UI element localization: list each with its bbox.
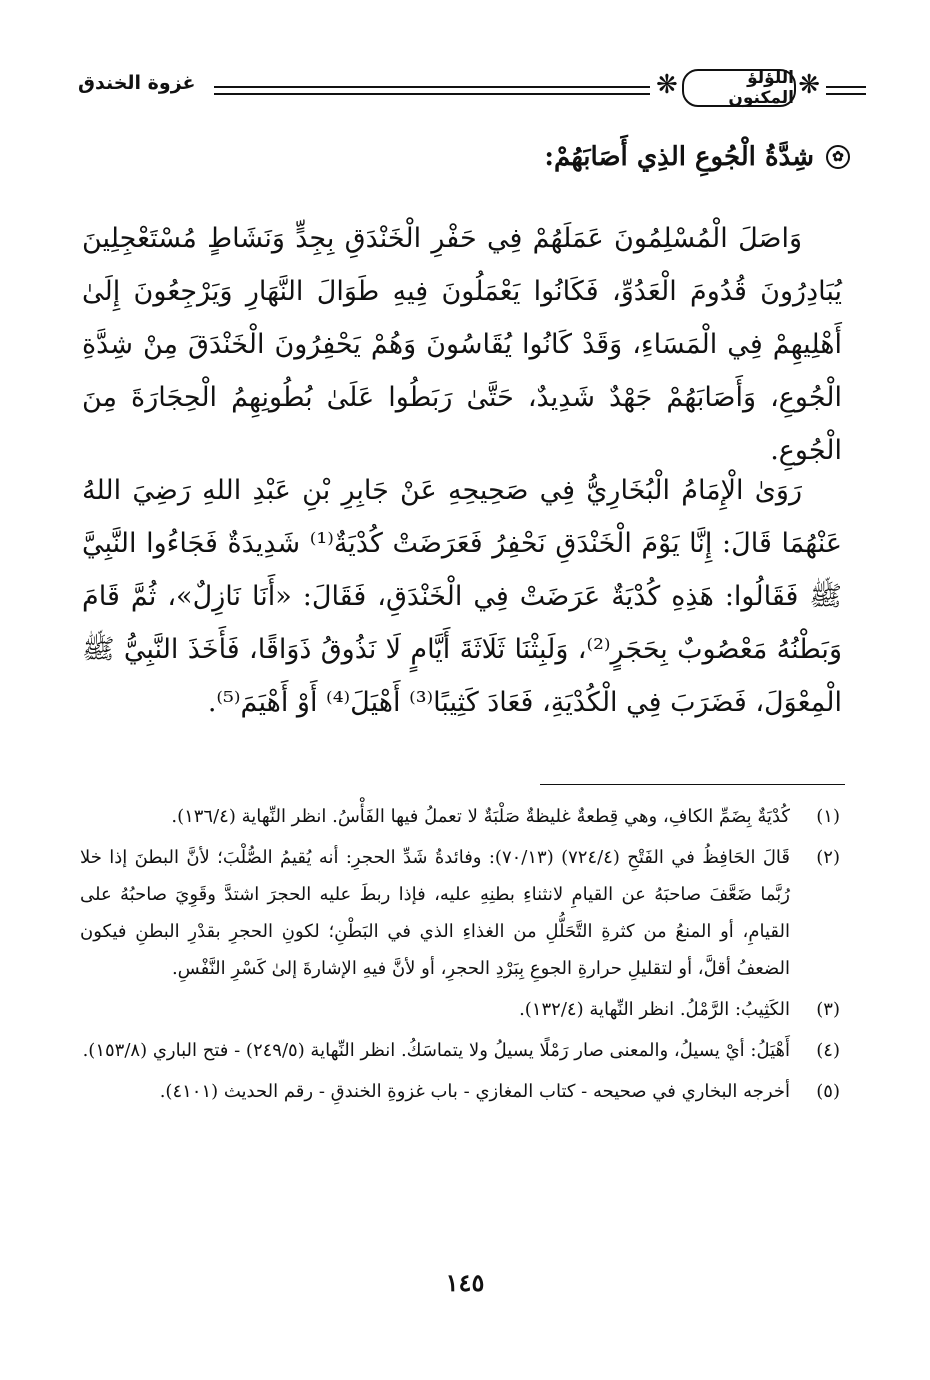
body-paragraph bbox=[82, 212, 842, 477]
footnote-number: (٣) bbox=[816, 999, 840, 1020]
footnote-number: (١) bbox=[816, 806, 840, 827]
footnote-number: (٤) bbox=[816, 1040, 840, 1061]
footnote-text: الكَثِيبُ: الرَّمْلُ. انظر النِّهاية (١٣٢/٤). bbox=[519, 999, 790, 1020]
running-header bbox=[78, 58, 866, 122]
footnotes bbox=[80, 798, 840, 1114]
section-heading bbox=[544, 142, 850, 172]
flower-bullet-icon: ✿ bbox=[826, 145, 850, 169]
footnote bbox=[80, 1073, 840, 1110]
footnote bbox=[80, 1032, 840, 1069]
paragraph-text: رَوَىٰ الْإِمَامُ الْبُخَارِيُّ فِي صَحِيحِهِ عَنْ جَابِرِ بْنِ عَبْدِ اللهِ رَضِيَ اللهُ عَنْهُمَا قَالَ: إِنَّا يَوْمَ الْخَنْدَقِ نَحْفِرُ فَعَرَضَتْ كُدْيَةٌ⁽¹⁾ شَدِيدَةٌ فَجَاءُوا النَّبِيَّ ﷺ فَقَالُوا: هَذِهِ كُدْيَةٌ عَرَضَتْ فِي الْخَنْدَقِ، فَقَالَ: «أَنَا نَازِلٌ»، ثُمَّ قَامَ وَبَطْنُهُ مَعْصُوبٌ بِحَجَرٍ⁽²⁾، وَلَبِثْنَا ثَلَاثَةَ أَيَّامٍ لَا نَذُوقُ ذَوَاقًا، فَأَخَذَ النَّبِيُّ ﷺ الْمِعْوَلَ، فَضَرَبَ فِي الْكُدْيَةِ، فَعَادَ كَثِيبًا⁽³⁾ أَهْيَلَ⁽⁴⁾ أَوْ أَهْيَمَ⁽⁵⁾. bbox=[82, 475, 842, 718]
book-title: اللؤلؤ المكنون bbox=[682, 69, 796, 107]
footnote-text: قَالَ الحَافِظُ في الفَتْحِ (٧٢٤/٤) (٧٠/١٣): وفائدةُ شَدِّ الحجرِ: أنه يُقيمُ الصُّلْبَ؛ لأنَّ البطنَ إذا خلا رُبَّما ضَعَّفَ صاحبَهُ عن القيامِ لانثناءِ بطنِهِ عليه، فإذا ربطَ عليه الحجرَ اشتدَّ وقَوِيَ صاحبُهُ على القيامِ، أو المنعُ من كثرةِ التَّحَلُّلِ من الغذاءِ الذي في البَطْنِ؛ لكونِ الحجرِ بقدْرِ البطنِ فيكون الضعفُ أقلَّ، أو لتقليلِ حرارةِ الجوعِ بِبَرْدِ الحجرِ، أو لأنَّ فيهِ الإشارةَ إلىٰ كَسْرِ النَّفْسِ. bbox=[80, 847, 790, 979]
body-paragraph bbox=[82, 464, 842, 729]
page-number: ١٤٥ bbox=[445, 1268, 485, 1297]
footnote-number: (٢) bbox=[816, 847, 840, 868]
footnote-number: (٥) bbox=[816, 1081, 840, 1102]
chapter-title: غزوة الخندق bbox=[78, 72, 196, 94]
footnote-separator bbox=[540, 784, 845, 785]
footnote-text: أخرجه البخاري في صحيحه - كتاب المغازي - باب غزوةِ الخندقِ - رقم الحديث (٤١٠١). bbox=[159, 1081, 790, 1102]
header-rule-right bbox=[826, 86, 866, 95]
header-rule-left bbox=[214, 86, 650, 95]
paragraph-text: وَاصَلَ الْمُسْلِمُونَ عَمَلَهُمْ فِي حَفْرِ الْخَنْدَقِ بِجِدٍّ وَنَشَاطٍ مُسْتَعْجِلِينَ يُبَادِرُونَ قُدُومَ الْعَدُوِّ، فَكَانُوا يَعْمَلُونَ فِيهِ طَوَالَ النَّهَارِ وَيَرْجِعُونَ إِلَىٰ أَهْلِيهِمْ فِي الْمَسَاءِ، وَقَدْ كَانُوا يُقَاسُونَ وَهُمْ يَحْفِرُونَ الْخَنْدَقَ مِنْ شِدَّةِ الْجُوعِ، وَأَصَابَهُمْ جَهْدٌ شَدِيدٌ، حَتَّىٰ رَبَطُوا عَلَىٰ بُطُونِهِمُ الْحِجَارَةَ مِنَ الْجُوعِ. bbox=[82, 223, 842, 466]
ornament-flourish-icon: ❋ bbox=[656, 70, 678, 100]
section-heading-text: شِدَّةُ الْجُوعِ الذِي أَصَابَهُمْ: bbox=[544, 142, 814, 172]
book-title-ornament bbox=[656, 62, 820, 112]
footnote-text: كُدْيَةٌ بِضَمِّ الكافِ، وهي قِطعةٌ غليظةٌ صَلْبَةٌ لا تعملُ فيها الفَأْسُ. انظر النِّهاية (١٣٦/٤). bbox=[171, 806, 790, 827]
ornament-flourish-icon: ❋ bbox=[798, 70, 820, 100]
footnote bbox=[80, 839, 840, 987]
footnote bbox=[80, 991, 840, 1028]
footnote bbox=[80, 798, 840, 835]
footnote-text: أَهْيَلُ: أيْ يسيلُ، والمعنى صار رَمْلًا يسيلُ ولا يتماسَكُ. انظر النِّهاية (٢٤٩/٥) - فتح الباري (١٥٣/٨). bbox=[82, 1040, 790, 1061]
